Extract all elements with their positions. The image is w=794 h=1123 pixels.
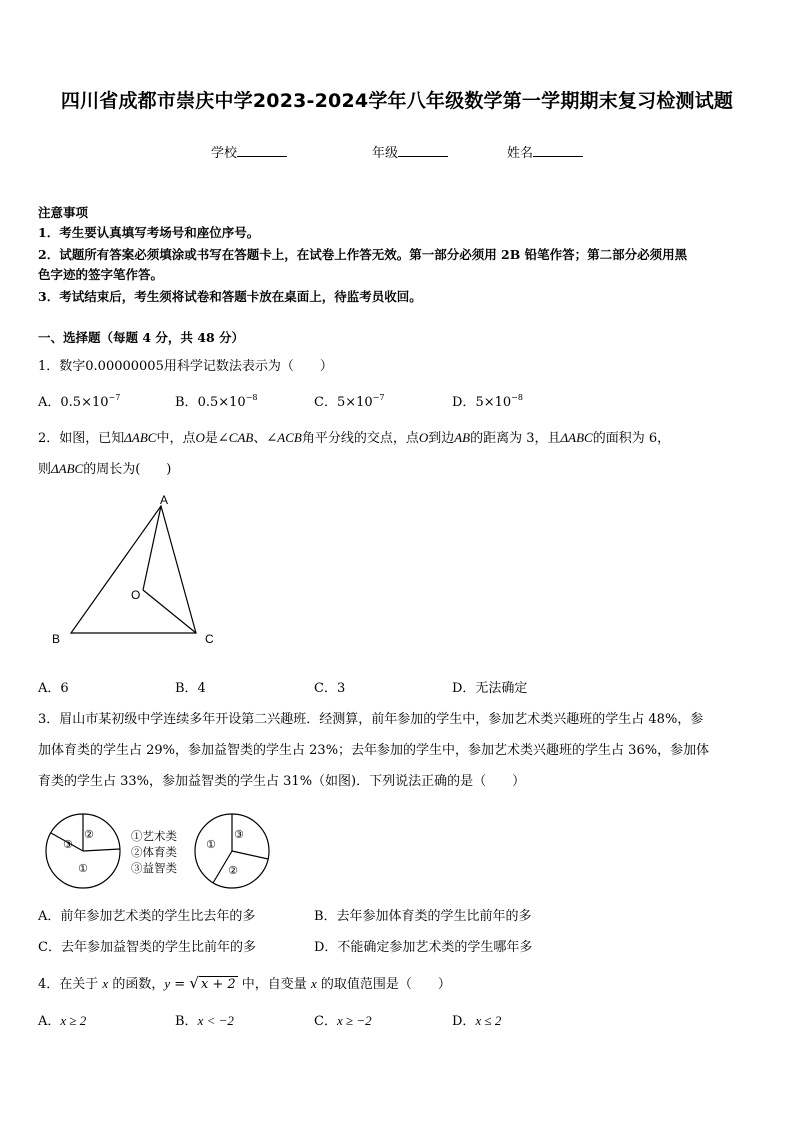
- q3-option-c[interactable]: C．去年参加益智类的学生比前年的多: [38, 940, 256, 955]
- note-item-2: 2．试题所有答案必须填涂或书写在答题卡上，在试卷上作答无效。第一部分必须用 2B 铅笔作答；第二部分必须用黑: [38, 247, 688, 262]
- q1-option-a-mantissa: 0.5×10: [60, 395, 109, 410]
- q2-triangle-2: ΔABC: [560, 430, 593, 445]
- q1-stem-prefix: 1．数字: [38, 359, 86, 374]
- q4-option-c-label: C．: [314, 1014, 337, 1029]
- q2-angle-cab: ∠CAB: [217, 430, 254, 445]
- q3-option-a[interactable]: A．前年参加艺术类的学生比去年的多: [38, 909, 256, 924]
- q1-option-d[interactable]: [452, 391, 523, 410]
- q4-text-a: 4．在关于: [38, 977, 99, 992]
- q1-number: 0.00000005: [85, 359, 164, 374]
- q4-option-d[interactable]: [452, 1010, 501, 1029]
- q4-option-a[interactable]: [38, 1010, 86, 1029]
- q1-stem: [38, 355, 333, 374]
- q4-option-b[interactable]: [175, 1010, 234, 1029]
- label-a: A: [160, 493, 169, 507]
- school-field[interactable]: [211, 142, 287, 161]
- q1-option-b-mantissa: 0.5×10: [197, 395, 246, 410]
- q2-text-i: 则: [38, 462, 52, 477]
- q2-text-e: 角平分线的交点，点: [301, 431, 419, 446]
- q1-option-d-mantissa: 5×10: [475, 395, 512, 410]
- q2-text-h: 的面积为 6，: [592, 431, 671, 446]
- page-title: 四川省成都市崇庆中学2023-2024学年八年级数学第一学期期末复习检测试题: [60, 90, 734, 112]
- q1-stem-suffix: 用科学记数法表示为（ ）: [163, 359, 333, 374]
- q4-option-d-label: D．: [452, 1014, 476, 1029]
- q2-triangle-figure: [40, 490, 230, 650]
- pie-previous-year: [46, 814, 120, 888]
- label-c: C: [205, 632, 214, 646]
- pie-legend: [131, 828, 177, 876]
- note-item-2-cont: 色字迹的签字笔作答。: [38, 267, 164, 282]
- name-blank[interactable]: [533, 144, 583, 157]
- q1-option-b-label: B．: [175, 395, 198, 410]
- notes-heading: 注意事项: [38, 205, 89, 220]
- q3-stem-line2: 加体育类的学生占 29%，参加益智类的学生占 23%；去年参加的学生中，参加艺术类兴趣班的学生占 36%，参加体: [38, 743, 710, 758]
- q4-var-x-2: x: [310, 976, 317, 991]
- q2-point-o-2: O: [418, 430, 429, 445]
- q2-text-a: 2．如图，已知: [38, 431, 125, 446]
- q2-triangle-3: ΔABC: [51, 461, 84, 476]
- pie-last-year: [195, 814, 269, 888]
- pie2-label-2: ②: [228, 865, 238, 877]
- q2-point-o-1: O: [195, 430, 205, 445]
- q1-option-a-exp: −7: [108, 393, 121, 402]
- grade-blank[interactable]: [398, 144, 448, 157]
- q2-option-d[interactable]: D．无法确定: [452, 681, 528, 696]
- school-label: 学校: [211, 146, 238, 161]
- q2-option-b[interactable]: B．4: [175, 681, 206, 696]
- q1-option-b[interactable]: [175, 391, 257, 410]
- q4-stem: [38, 973, 451, 992]
- q4-equals: =: [174, 977, 186, 992]
- q2-text-d: 、: [253, 431, 267, 446]
- q4-text-c: 中，自变量: [241, 977, 307, 992]
- note-item-1: 1．考生要认真填写考场号和座位序号。: [38, 225, 260, 240]
- note-item-3: 3．考试结束后，考生须将试卷和答题卡放在桌面上，待监考员收回。: [38, 289, 422, 304]
- q4-option-a-expr: x ≥ 2: [60, 1013, 87, 1028]
- q3-option-b[interactable]: B．去年参加体育类的学生比前年的多: [314, 909, 532, 924]
- name-label: 姓名: [507, 146, 534, 161]
- pie2-label-3: ③: [234, 829, 244, 841]
- q1-option-d-label: D．: [452, 395, 476, 410]
- q4-text-b: 的函数，: [112, 977, 165, 992]
- q4-var-x-1: x: [102, 976, 109, 991]
- q4-sqrt-icon: √: [189, 974, 199, 992]
- q4-radicand: x + 2: [200, 977, 236, 992]
- q1-option-a-label: A．: [38, 395, 61, 410]
- q2-side-ab: AB: [454, 430, 471, 445]
- section-heading: 一、选择题（每题 4 分，共 48 分）: [38, 330, 245, 345]
- q1-option-a[interactable]: [38, 391, 120, 410]
- q4-option-b-label: B．: [175, 1014, 198, 1029]
- q2-text-b: 中，点: [156, 431, 196, 446]
- q4-option-c[interactable]: [314, 1010, 372, 1029]
- q4-option-c-expr: x ≥ −2: [336, 1013, 372, 1028]
- q3-stem-line3: 育类的学生占 33%，参加益智类的学生占 31%（如图)．下列说法正确的是（ ）: [38, 774, 526, 789]
- q2-angle-acb: ∠ACB: [266, 430, 302, 445]
- legend-item-art: ①艺术类: [131, 829, 177, 843]
- q3-option-d[interactable]: D．不能确定参加艺术类的学生哪年多: [314, 940, 533, 955]
- q1-option-b-exp: −8: [245, 393, 258, 402]
- q1-option-c-exp: −7: [372, 393, 385, 402]
- q4-option-b-expr: x < −2: [197, 1013, 234, 1028]
- q2-text-c: 是: [204, 431, 218, 446]
- pie1-label-2: ②: [84, 829, 94, 841]
- q2-text-j: 的周长为( ): [83, 462, 172, 477]
- q2-stem-line2: [38, 458, 171, 477]
- label-o: O: [131, 588, 141, 602]
- grade-field[interactable]: [372, 142, 448, 161]
- triangle-abc: [71, 506, 196, 633]
- q4-option-d-expr: x ≤ 2: [475, 1013, 502, 1028]
- q1-option-c[interactable]: [314, 391, 384, 410]
- legend-item-puzzle: ③益智类: [131, 861, 177, 875]
- q2-text-g: 的距离为 3，且: [470, 431, 561, 446]
- pie1-label-1: ①: [78, 863, 88, 875]
- grade-label: 年级: [372, 146, 399, 161]
- pie1-label-3: ③: [63, 839, 73, 851]
- q2-stem-line1: [38, 427, 670, 446]
- q4-option-a-label: A．: [38, 1014, 61, 1029]
- bisector-co: [143, 590, 196, 633]
- q4-var-y: y: [164, 976, 171, 991]
- q2-option-c[interactable]: C．3: [314, 681, 346, 696]
- pie2-label-1: ①: [206, 839, 216, 851]
- q1-option-c-label: C．: [314, 395, 337, 410]
- name-field[interactable]: [507, 142, 583, 161]
- q1-option-d-exp: −8: [511, 393, 523, 402]
- school-blank[interactable]: [237, 144, 287, 157]
- q3-stem-line1: 3．眉山市某初级中学连续多年开设第二兴趣班．经测算，前年参加的学生中，参加艺术类兴趣班的学生占 48%，参: [38, 712, 704, 727]
- legend-item-sports: ②体育类: [131, 845, 177, 859]
- q2-text-f: 到边: [428, 431, 455, 446]
- q4-text-d: 的取值范围是（ ）: [320, 977, 451, 992]
- q2-option-a[interactable]: A．6: [38, 681, 69, 696]
- q2-triangle-1: ΔABC: [124, 430, 157, 445]
- label-b: B: [52, 632, 61, 646]
- q1-option-c-mantissa: 5×10: [336, 395, 373, 410]
